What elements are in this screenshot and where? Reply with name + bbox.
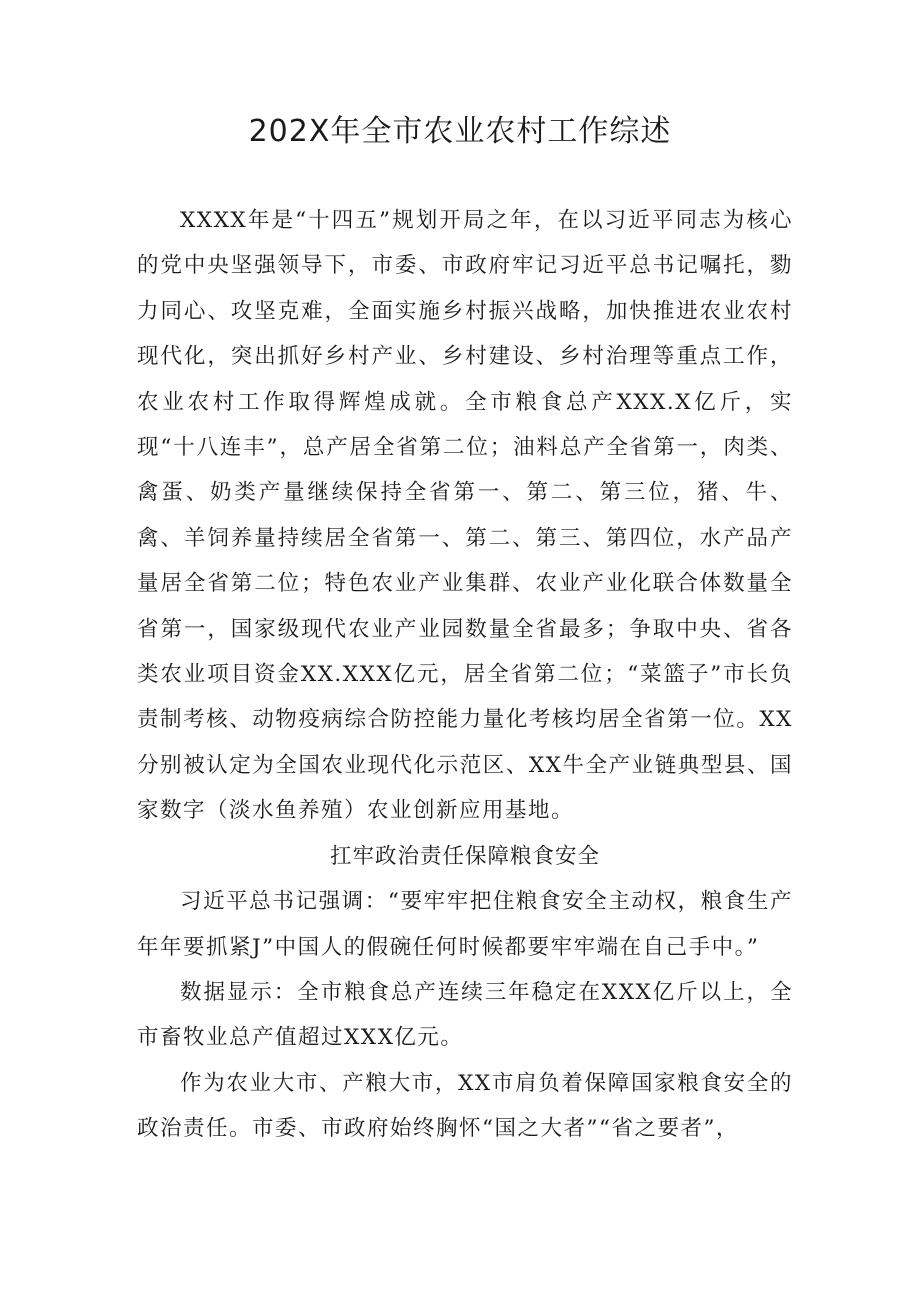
- section-paragraph: 数据显示：全市粮食总产连续三年稳定在XXX亿斤以上，全市畜牧业总产值超过XXX亿元。: [137, 979, 793, 1051]
- document-title: 202X年全市农业农村工作综述: [248, 114, 672, 149]
- document-body: [137, 198, 793, 1152]
- section-heading: 扛牢政治责任保障粮食安全: [329, 843, 600, 869]
- section-paragraph: 习近平总书记强调：“要牢牢把住粮食安全主动权，粮食生产年年要抓紧J”中国人的假碗任何时候都要牢牢端在自己手中。”: [137, 889, 793, 960]
- intro-paragraph: XXXX年是“十四五”规划开局之年，在以习近平同志为核心的党中央坚强领导下，市委、市政府牢记习近平总书记嘱托，勠力同心、攻坚克难，全面实施乡村振兴战略，加快推进农业农村现代化，突出抓好乡村产业、乡村建设、乡村治理等重点工作，农业农村工作取得辉煌成就。全市粮食总产XXX.X亿斤，实现“十八连丰”，总产居全省第二位；油料总产全省第一，肉类、禽蛋、奶类产量继续保持全省第一、第二、第三位，猪、牛、禽、羊饲养量持续居全省第一、第二、第三、第四位，水产品产量居全省第二位；特色农业产业集群、农业产业化联合体数量全省第一，国家级现代农业产业园数量全省最多；争取中央、省各类农业项目资金XX.XXX亿元，居全省第二位；“菜篮子”市长负责制考核、动物疫病综合防控能力量化考核均居全省第一位。XX分别被认定为全国农业现代化示范区、XX牛全产业链典型县、国家数字（淡水鱼养殖）农业创新应用基地。: [137, 208, 793, 824]
- section-paragraph: 作为农业大市、产粮大市，XX市肩负着保障国家粮食安全的政治责任。市委、市政府始终胸怀“国之大者”“省之要者”，: [137, 1070, 793, 1142]
